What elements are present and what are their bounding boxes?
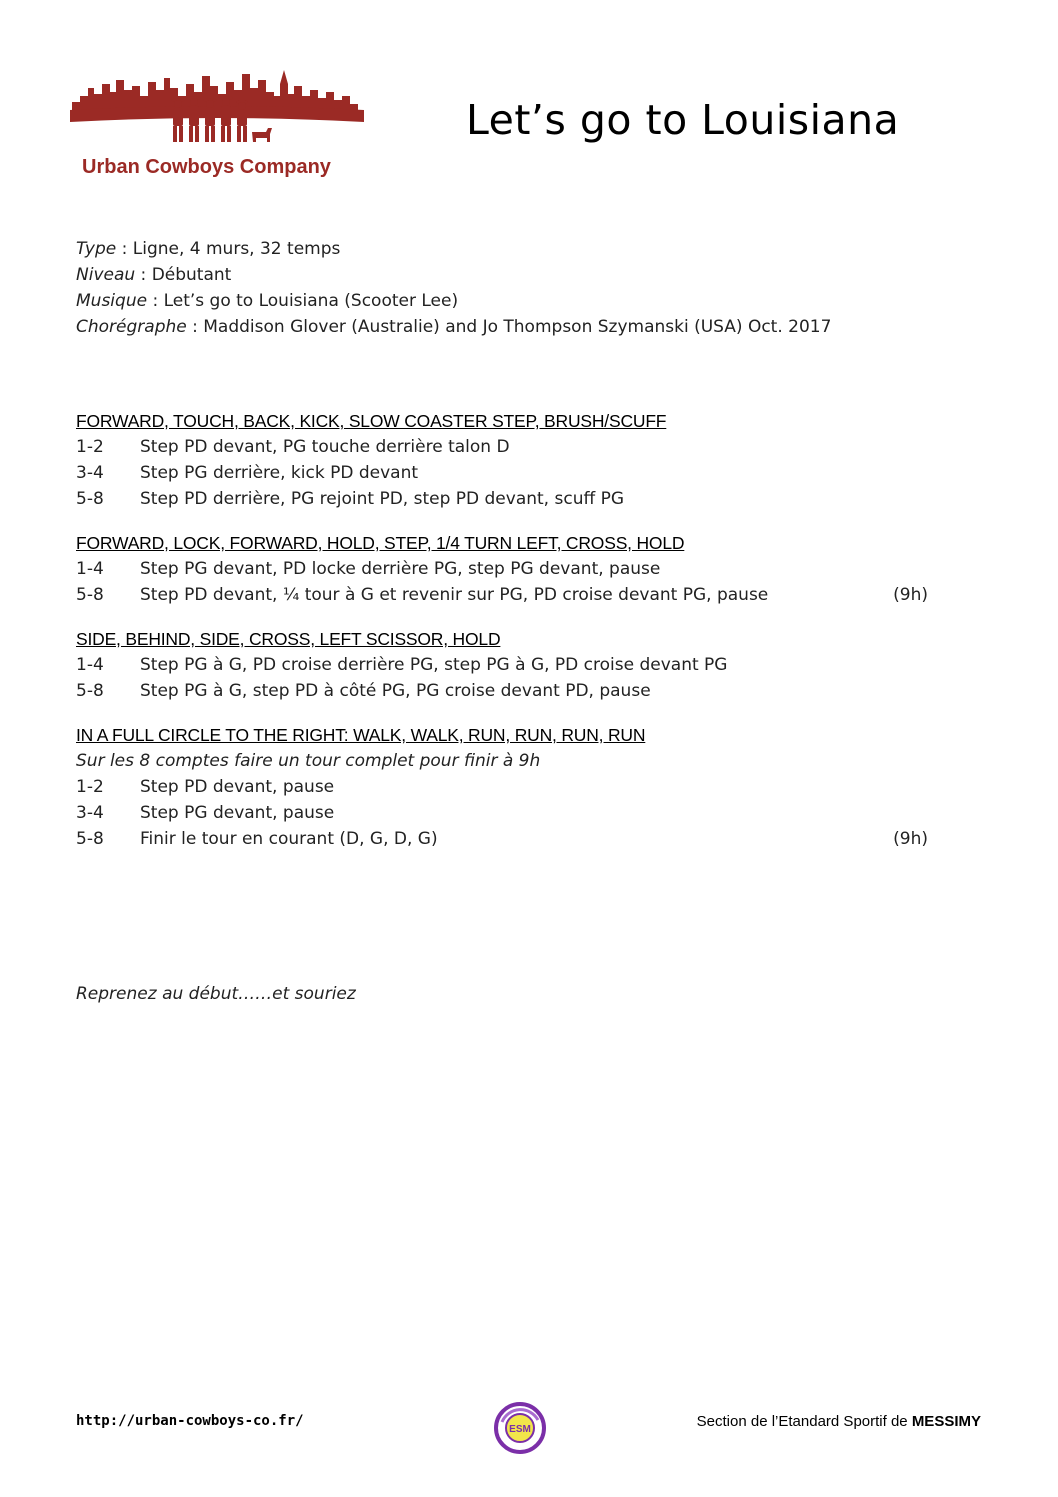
step-sections <box>76 408 936 870</box>
step-wall: (9h) <box>893 585 928 605</box>
step-description: Step PG derrière, kick PD devant <box>140 463 419 483</box>
section-title: FORWARD, TOUCH, BACK, KICK, SLOW COASTER STEP, BRUSH/SCUFF <box>76 411 667 431</box>
step-description: Step PG devant, PD locke derrière PG, step PG devant, pause <box>140 559 661 579</box>
info-music: Musique : Let’s go to Louisiana (Scooter Lee) <box>76 291 459 311</box>
step-count: 3-4 <box>76 803 104 823</box>
step-description: Step PG à G, step PD à côté PG, PG croise devant PD, pause <box>140 681 651 701</box>
section-title: IN A FULL CIRCLE TO THE RIGHT: WALK, WALK, RUN, RUN, RUN, RUN <box>76 725 646 745</box>
step-description: Step PD devant, ¼ tour à G et revenir sur PG, PD croise devant PG, pause <box>140 585 769 605</box>
urban-cowboys-logo <box>70 66 364 186</box>
step-row <box>76 582 936 608</box>
closing-text: Reprenez au début……et souriez <box>76 984 356 1004</box>
step-wall: (9h) <box>893 829 928 849</box>
step-description: Step PD devant, PG touche derrière talon D <box>140 437 510 457</box>
page-title: Let’s go to Louisiana <box>466 96 900 144</box>
section-4 <box>76 722 936 852</box>
section-note: Sur les 8 comptes faire un tour complet pour finir à 9h <box>76 751 541 771</box>
step-row <box>76 556 936 582</box>
step-row <box>76 800 936 826</box>
step-description: Step PG devant, pause <box>140 803 335 823</box>
website-link[interactable]: http://urban-cowboys-co.fr/ <box>76 1413 304 1429</box>
step-count: 1-2 <box>76 777 104 797</box>
step-row <box>76 774 936 800</box>
section-2 <box>76 530 936 608</box>
esm-logo-icon <box>492 1400 548 1456</box>
esm-logo <box>492 1400 548 1456</box>
club-section-text: Section de l’Etandard Sportif de MESSIMY <box>696 1413 981 1430</box>
step-count: 5-8 <box>76 681 104 701</box>
step-count: 1-4 <box>76 559 104 579</box>
step-description: Finir le tour en courant (D, G, D, G) <box>140 829 438 849</box>
info-choreographer: Chorégraphe : Maddison Glover (Australie) and Jo Thompson Szymanski (USA) Oct. 2017 <box>76 317 832 337</box>
step-count: 5-8 <box>76 489 104 509</box>
section-title: FORWARD, LOCK, FORWARD, HOLD, STEP, 1/4 TURN LEFT, CROSS, HOLD <box>76 533 685 553</box>
step-count: 1-4 <box>76 655 104 675</box>
step-row <box>76 486 936 512</box>
step-row <box>76 678 936 704</box>
section-title: SIDE, BEHIND, SIDE, CROSS, LEFT SCISSOR, HOLD <box>76 629 501 649</box>
step-count: 3-4 <box>76 463 104 483</box>
step-row <box>76 826 936 852</box>
step-count: 5-8 <box>76 829 104 849</box>
esm-logo-text: ESM <box>509 1424 531 1435</box>
step-row <box>76 652 936 678</box>
city-skyline-icon <box>70 66 364 156</box>
dance-info <box>76 236 831 340</box>
info-type: Type : Ligne, 4 murs, 32 temps <box>76 239 341 259</box>
step-count: 1-2 <box>76 437 104 457</box>
section-3 <box>76 626 936 704</box>
logo-text: Urban Cowboys Company <box>82 156 331 178</box>
step-description: Step PD derrière, PG rejoint PD, step PD devant, scuff PG <box>140 489 625 509</box>
step-description: Step PD devant, pause <box>140 777 335 797</box>
step-row <box>76 460 936 486</box>
step-row <box>76 434 936 460</box>
club-town: MESSIMY <box>911 1413 981 1430</box>
step-count: 5-8 <box>76 585 104 605</box>
info-level: Niveau : Débutant <box>76 265 232 285</box>
step-description: Step PG à G, PD croise derrière PG, step PG à G, PD croise devant PG <box>140 655 728 675</box>
section-1 <box>76 408 936 512</box>
